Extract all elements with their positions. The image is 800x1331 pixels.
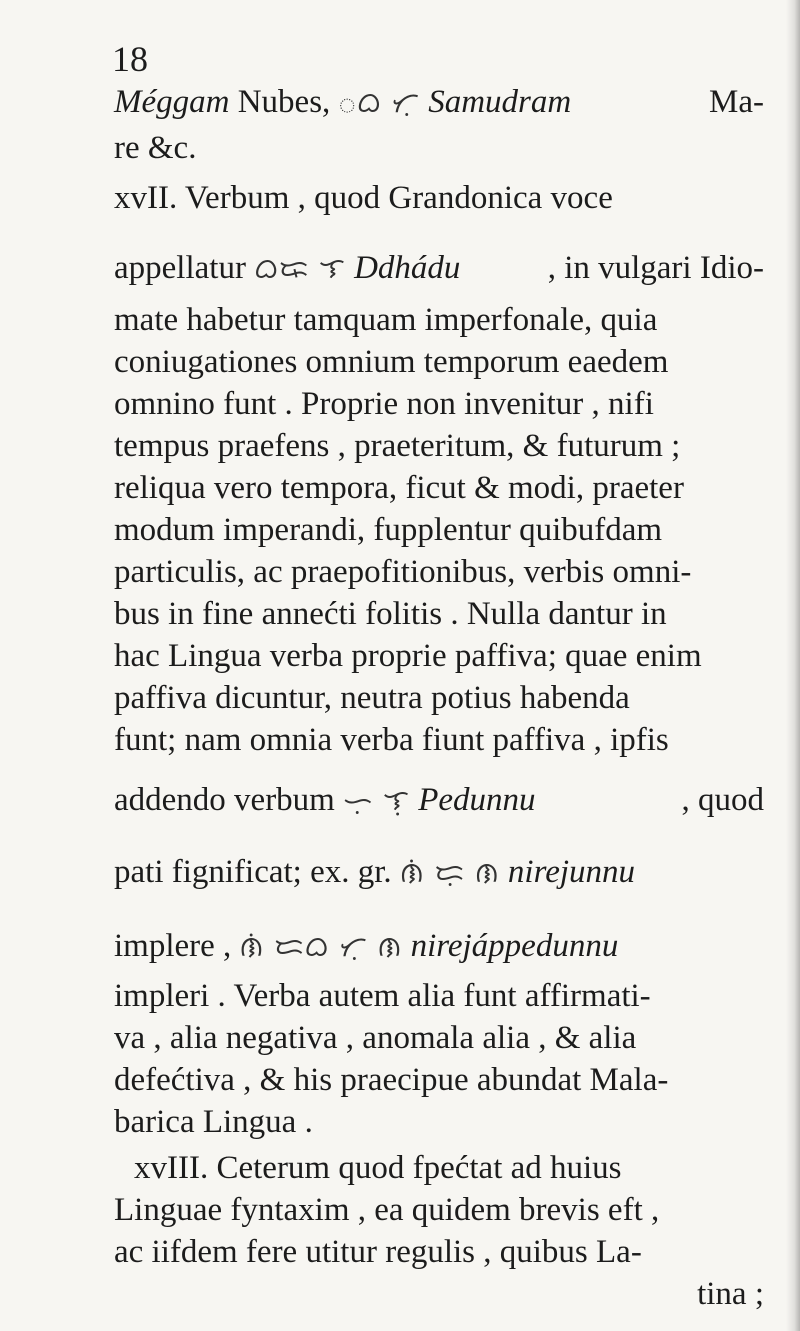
page-edge-shadow [786, 0, 800, 1331]
text-line-4 [114, 248, 764, 289]
word-samudram: Samudram [419, 84, 572, 120]
word-pati: pati fignificat; ex. gr. [114, 854, 400, 890]
line-end: Ma- [709, 84, 764, 120]
text-line-7: omnino funt . Proprie non invenitur , nifi [114, 386, 654, 422]
text-line-10: modum imperandi, fupplentur quibufdam [114, 512, 663, 548]
text-line-5: mate habetur tamquam imperfonale, quia [114, 302, 658, 338]
text-line-21: defećtiva , & his praecipue abundat Mala- [114, 1062, 669, 1098]
text-line-6: coniugationes omnium temporum eaedem [114, 344, 669, 380]
line-end: , in vulgari Idio- [547, 250, 764, 286]
word-implere: implere , [114, 928, 240, 964]
malayalam-script: ᜊᜍ ᜎ [254, 252, 346, 285]
word-nubes: Nubes, [229, 84, 339, 120]
text-line-25: ac iifdem fere utitur regulis , quibus La- [114, 1234, 642, 1270]
word-nirejunnu: nirejunnu [499, 854, 636, 890]
word-nirejappedunnu: nirejáppedunnu [402, 928, 619, 964]
paragraph-xvii-start: xvII. Verbum , quod Grandonica voce [114, 180, 613, 216]
text-line-9: reliqua vero tempora, ficut & modi, praeter [114, 470, 684, 506]
text-line-3 [114, 178, 764, 218]
word-ddhadu: Ddhádu [345, 250, 461, 286]
text-line-19: impleri . Verba autem alia funt affirmati- [114, 978, 651, 1014]
text-line-14: paffiva dicuntur, neutra potius habenda [114, 680, 630, 716]
text-line-15: funt; nam omnia verba fiunt paffiva , ipfis [114, 722, 669, 758]
text-line-11: particulis, ac praepofitionibus, verbis omni- [114, 554, 692, 590]
malayalam-script: ᜑᜓ ᜎᜓ [343, 784, 410, 817]
word-meggam: Méggam [114, 84, 230, 120]
text-line-20: va , alia negativa , anomala alia , & alia [114, 1020, 637, 1056]
text-line-17 [114, 852, 764, 893]
malayalam-script: ᜈᜒ ᜇᜊ ᜆᜓ ᜈ [239, 930, 403, 963]
malayalam-script: ᜀᜊ ᜆᜓ [338, 86, 420, 119]
text-line-22: barica Lingua . [114, 1104, 313, 1140]
text-line-18 [114, 926, 764, 967]
text-line-2: re &c. [114, 130, 197, 166]
text-line-16 [114, 780, 764, 821]
text-line-12: bus in fine annećti folitis . Nulla dantur in [114, 596, 667, 632]
word-addendo: addendo verbum [114, 782, 344, 818]
catchword: tina ; [697, 1276, 764, 1312]
word-appellatur: appellatur [114, 250, 246, 286]
text-line-23: xvIII. Ceterum quod fpećtat ad huius [134, 1150, 622, 1186]
word-pedunnu: Pedunnu [409, 782, 536, 818]
text-line-13: hac Lingua verba proprie paffiva; quae enim [114, 638, 702, 674]
text-line-8: tempus praefens , praeteritum, & futurum ; [114, 428, 681, 464]
text-line-1 [114, 82, 764, 123]
line-end: , quod [681, 782, 764, 818]
page-number: 18 [112, 39, 148, 79]
text-line-24: Linguae fyntaxim , ea quidem brevis eft , [114, 1192, 660, 1228]
malayalam-script: ᜈᜒ ᜇᜓ ᜈ [399, 856, 500, 889]
